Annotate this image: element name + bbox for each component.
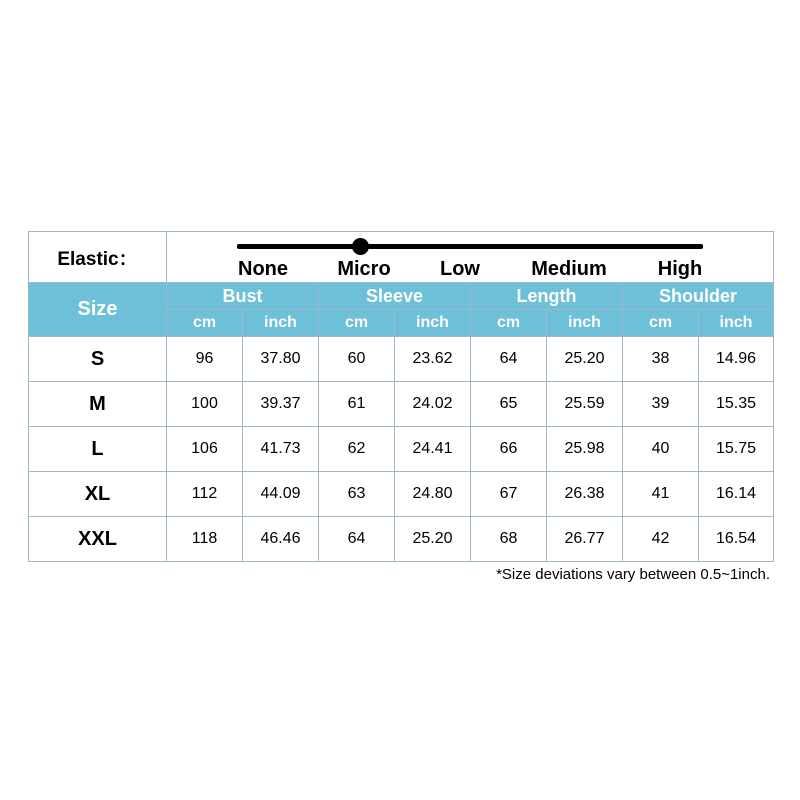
shoulder-inch-cell: 15.75: [699, 427, 774, 472]
length-cm-cell: 67: [471, 472, 547, 517]
length-inch-cell: 25.98: [547, 427, 623, 472]
sleeve-cm-cell: 62: [319, 427, 395, 472]
elastic-level-micro: Micro: [337, 258, 391, 280]
length-inch-cell: 25.59: [547, 382, 623, 427]
length-inch-cell: 25.20: [547, 337, 623, 382]
sleeve-cm-cell: 63: [319, 472, 395, 517]
bust-cm-cell: 96: [167, 337, 243, 382]
size-cell: S: [29, 337, 167, 382]
length-inch-cell: 26.38: [547, 472, 623, 517]
shoulder-cm-cell: 40: [623, 427, 699, 472]
sleeve-inch-cell: 24.02: [395, 382, 471, 427]
table-row: [29, 382, 774, 427]
size-column-header: Size: [29, 283, 167, 337]
unit-inch-header: inch: [395, 310, 471, 337]
table-row: [29, 427, 774, 472]
sleeve-cm-cell: 61: [319, 382, 395, 427]
sleeve-cm-cell: 60: [319, 337, 395, 382]
size-cell: L: [29, 427, 167, 472]
length-inch-cell: 26.77: [547, 517, 623, 562]
sleeve-inch-cell: 24.41: [395, 427, 471, 472]
elastic-row: [29, 232, 774, 283]
size-deviation-note: *Size deviations vary between 0.5~1inch.: [496, 566, 770, 583]
length-cm-cell: 64: [471, 337, 547, 382]
bust-cm-cell: 106: [167, 427, 243, 472]
bust-header: Bust: [167, 283, 319, 310]
table-row: [29, 517, 774, 562]
bust-inch-cell: 37.80: [243, 337, 319, 382]
shoulder-cm-cell: 39: [623, 382, 699, 427]
elastic-level-none: None: [238, 258, 288, 280]
bust-cm-cell: 100: [167, 382, 243, 427]
unit-inch-header: inch: [243, 310, 319, 337]
size-cell: M: [29, 382, 167, 427]
shoulder-header: Shoulder: [623, 283, 774, 310]
elastic-level-medium: Medium: [531, 258, 607, 280]
length-cm-cell: 68: [471, 517, 547, 562]
table-row: [29, 337, 774, 382]
length-header: Length: [471, 283, 623, 310]
length-cm-cell: 65: [471, 382, 547, 427]
bust-cm-cell: 112: [167, 472, 243, 517]
elastic-selected-marker: [352, 238, 369, 255]
sleeve-header: Sleeve: [319, 283, 471, 310]
unit-inch-header: inch: [547, 310, 623, 337]
sleeve-inch-cell: 23.62: [395, 337, 471, 382]
size-cell: XXL: [29, 517, 167, 562]
shoulder-inch-cell: 16.54: [699, 517, 774, 562]
elastic-scale-line: [237, 244, 703, 249]
elastic-label: Elastic：: [29, 232, 167, 283]
size-cell: XL: [29, 472, 167, 517]
shoulder-inch-cell: 16.14: [699, 472, 774, 517]
elastic-scale: [167, 232, 774, 283]
elastic-level-low: Low: [440, 258, 480, 280]
bust-cm-cell: 118: [167, 517, 243, 562]
unit-inch-header: inch: [699, 310, 774, 337]
shoulder-inch-cell: 15.35: [699, 382, 774, 427]
bust-inch-cell: 44.09: [243, 472, 319, 517]
bust-inch-cell: 46.46: [243, 517, 319, 562]
bust-inch-cell: 41.73: [243, 427, 319, 472]
shoulder-cm-cell: 38: [623, 337, 699, 382]
shoulder-cm-cell: 42: [623, 517, 699, 562]
sleeve-inch-cell: 24.80: [395, 472, 471, 517]
sleeve-inch-cell: 25.20: [395, 517, 471, 562]
elastic-level-high: High: [657, 258, 703, 280]
table-row: [29, 472, 774, 517]
unit-cm-header: cm: [623, 310, 699, 337]
sleeve-cm-cell: 64: [319, 517, 395, 562]
shoulder-cm-cell: 41: [623, 472, 699, 517]
size-table: [28, 231, 774, 562]
size-chart: [28, 231, 773, 562]
header-group-row: [29, 283, 774, 310]
unit-cm-header: cm: [319, 310, 395, 337]
unit-cm-header: cm: [471, 310, 547, 337]
unit-cm-header: cm: [167, 310, 243, 337]
bust-inch-cell: 39.37: [243, 382, 319, 427]
shoulder-inch-cell: 14.96: [699, 337, 774, 382]
length-cm-cell: 66: [471, 427, 547, 472]
